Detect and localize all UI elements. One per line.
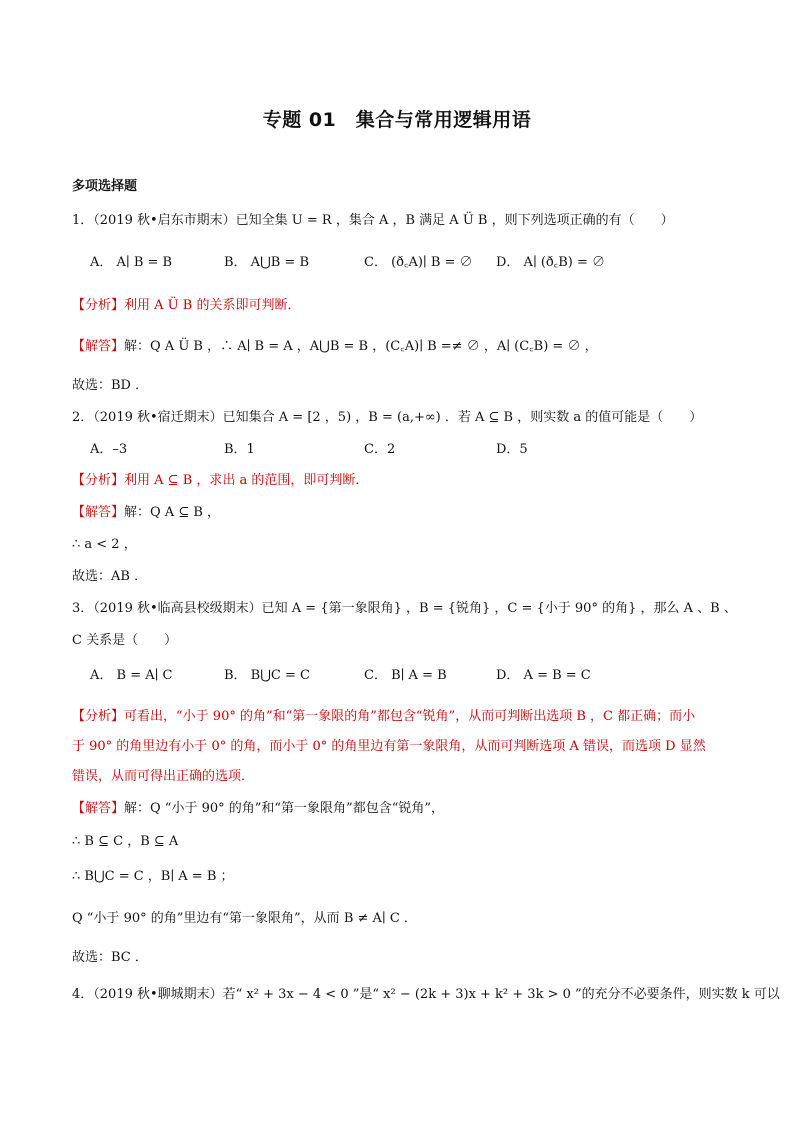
q2-analysis-text: 利用 A ⊆ B ，求出 a 的范围，即可判断．	[124, 473, 369, 488]
q2-answer: 故选：AB ．	[72, 569, 148, 584]
q3-step-3: Q “小于 90° 的角”里边有“第一象限角”，从而 B ≠ A∣ C ．	[72, 911, 417, 926]
q2-option-a: A．–3	[90, 442, 128, 457]
q1-analysis	[72, 297, 300, 315]
q1-option-b: B． A⋃B = B	[224, 255, 310, 270]
q3-answer: 故选：BC ．	[72, 950, 148, 965]
q2-stem: 2．（2019 秋•宿迁期末）已知集合 A = [2 ，5) ，B = (a,+∞) ．若 A ⊆ B ，则实数 a 的值可能是（ ）	[72, 410, 703, 425]
q1-option-c: C． (ð꜀A)∣ B = ∅	[364, 255, 473, 270]
q1-solution	[72, 338, 598, 356]
q3-analysis-text-1: 可看出，“小于 90° 的角”和“第一象限的角”都包含“锐角”，从而可判断出选项 B ，C 都正确；而小	[124, 709, 696, 724]
q3-option-d: D． A = B = C	[496, 668, 591, 683]
q3-step-2: ∴ B⋃C = C ，B∣ A = B ；	[72, 869, 234, 884]
q1-answer: 故选：BD ．	[72, 378, 149, 393]
q3-solution	[72, 800, 444, 818]
q2-analysis-tag: 【分析】	[72, 473, 125, 488]
q3-analysis-tag: 【分析】	[72, 709, 125, 724]
q3-option-a: A． B = A∣ C	[90, 668, 173, 683]
q3-solution-tag: 【解答】	[72, 801, 125, 816]
q3-analysis-line3: 错误，从而可得出正确的选项．	[72, 769, 255, 784]
q3-option-c: C． B∣ A = B	[364, 668, 447, 683]
section-heading: 多项选择题	[72, 179, 138, 194]
page-title: 专题 01 集合与常用逻辑用语	[262, 109, 532, 131]
q2-solution-text: 解：Q A ⊆ B ，	[124, 505, 221, 520]
q1-option-d: D． A∣ (ð꜀B) = ∅	[496, 255, 606, 270]
q2-option-d: D．5	[496, 442, 528, 457]
q3-step-1: ∴ B ⊆ C ，B ⊆ A	[72, 834, 179, 849]
q1-solution-text: 解：Q A Ü B ，∴ A∣ B = A ，A⋃B = B ，(C꜀A)∣ B =≠ ∅ ，A∣ (C꜀B) = ∅ ，	[124, 339, 598, 354]
q3-stem-line2: C 关系是（ ）	[72, 633, 178, 648]
q2-analysis	[72, 472, 368, 490]
q1-analysis-tag: 【分析】	[72, 298, 125, 313]
q1-option-a: A． A∣ B = B	[90, 255, 173, 270]
q2-option-c: C．2	[364, 442, 396, 457]
q1-analysis-text: 利用 A Ü B 的关系即可判断．	[124, 298, 301, 313]
q3-analysis-line1	[72, 708, 695, 726]
q3-solution-text: 解：Q “小于 90° 的角”和“第一象限角”都包含“锐角”，	[124, 801, 444, 816]
q1-solution-tag: 【解答】	[72, 339, 125, 354]
q2-solution-tag: 【解答】	[72, 505, 125, 520]
q3-analysis-line2: 于 90° 的角里边有小于 0° 的角，而小于 0° 的角里边有第一象限角，从而可判断选项 A 错误，而选项 D 显然	[72, 739, 706, 754]
q1-stem: 1．（2019 秋•启东市期末）已知全集 U = R ，集合 A ，B 满足 A Ü B ，则下列选项正确的有（ ）	[72, 213, 674, 228]
q2-solution	[72, 504, 220, 522]
q2-step: ∴ a < 2 ，	[72, 537, 137, 552]
q2-option-b: B．1	[224, 442, 255, 457]
q4-stem: 4．（2019 秋•聊城期末）若“ x² + 3x − 4 < 0 ”是“ x² − (2k + 3)x + k² + 3k > 0 ”的充分不必要条件，则实数 k 可以	[72, 987, 780, 1002]
q3-stem-line1: 3．（2019 秋•临高县校级期末）已知 A = {第一象限角} ，B = {锐角} ，C = {小于 90° 的角} ，那么 A 、B 、	[72, 601, 737, 616]
q3-option-b: B． B⋃C = C	[224, 668, 310, 683]
